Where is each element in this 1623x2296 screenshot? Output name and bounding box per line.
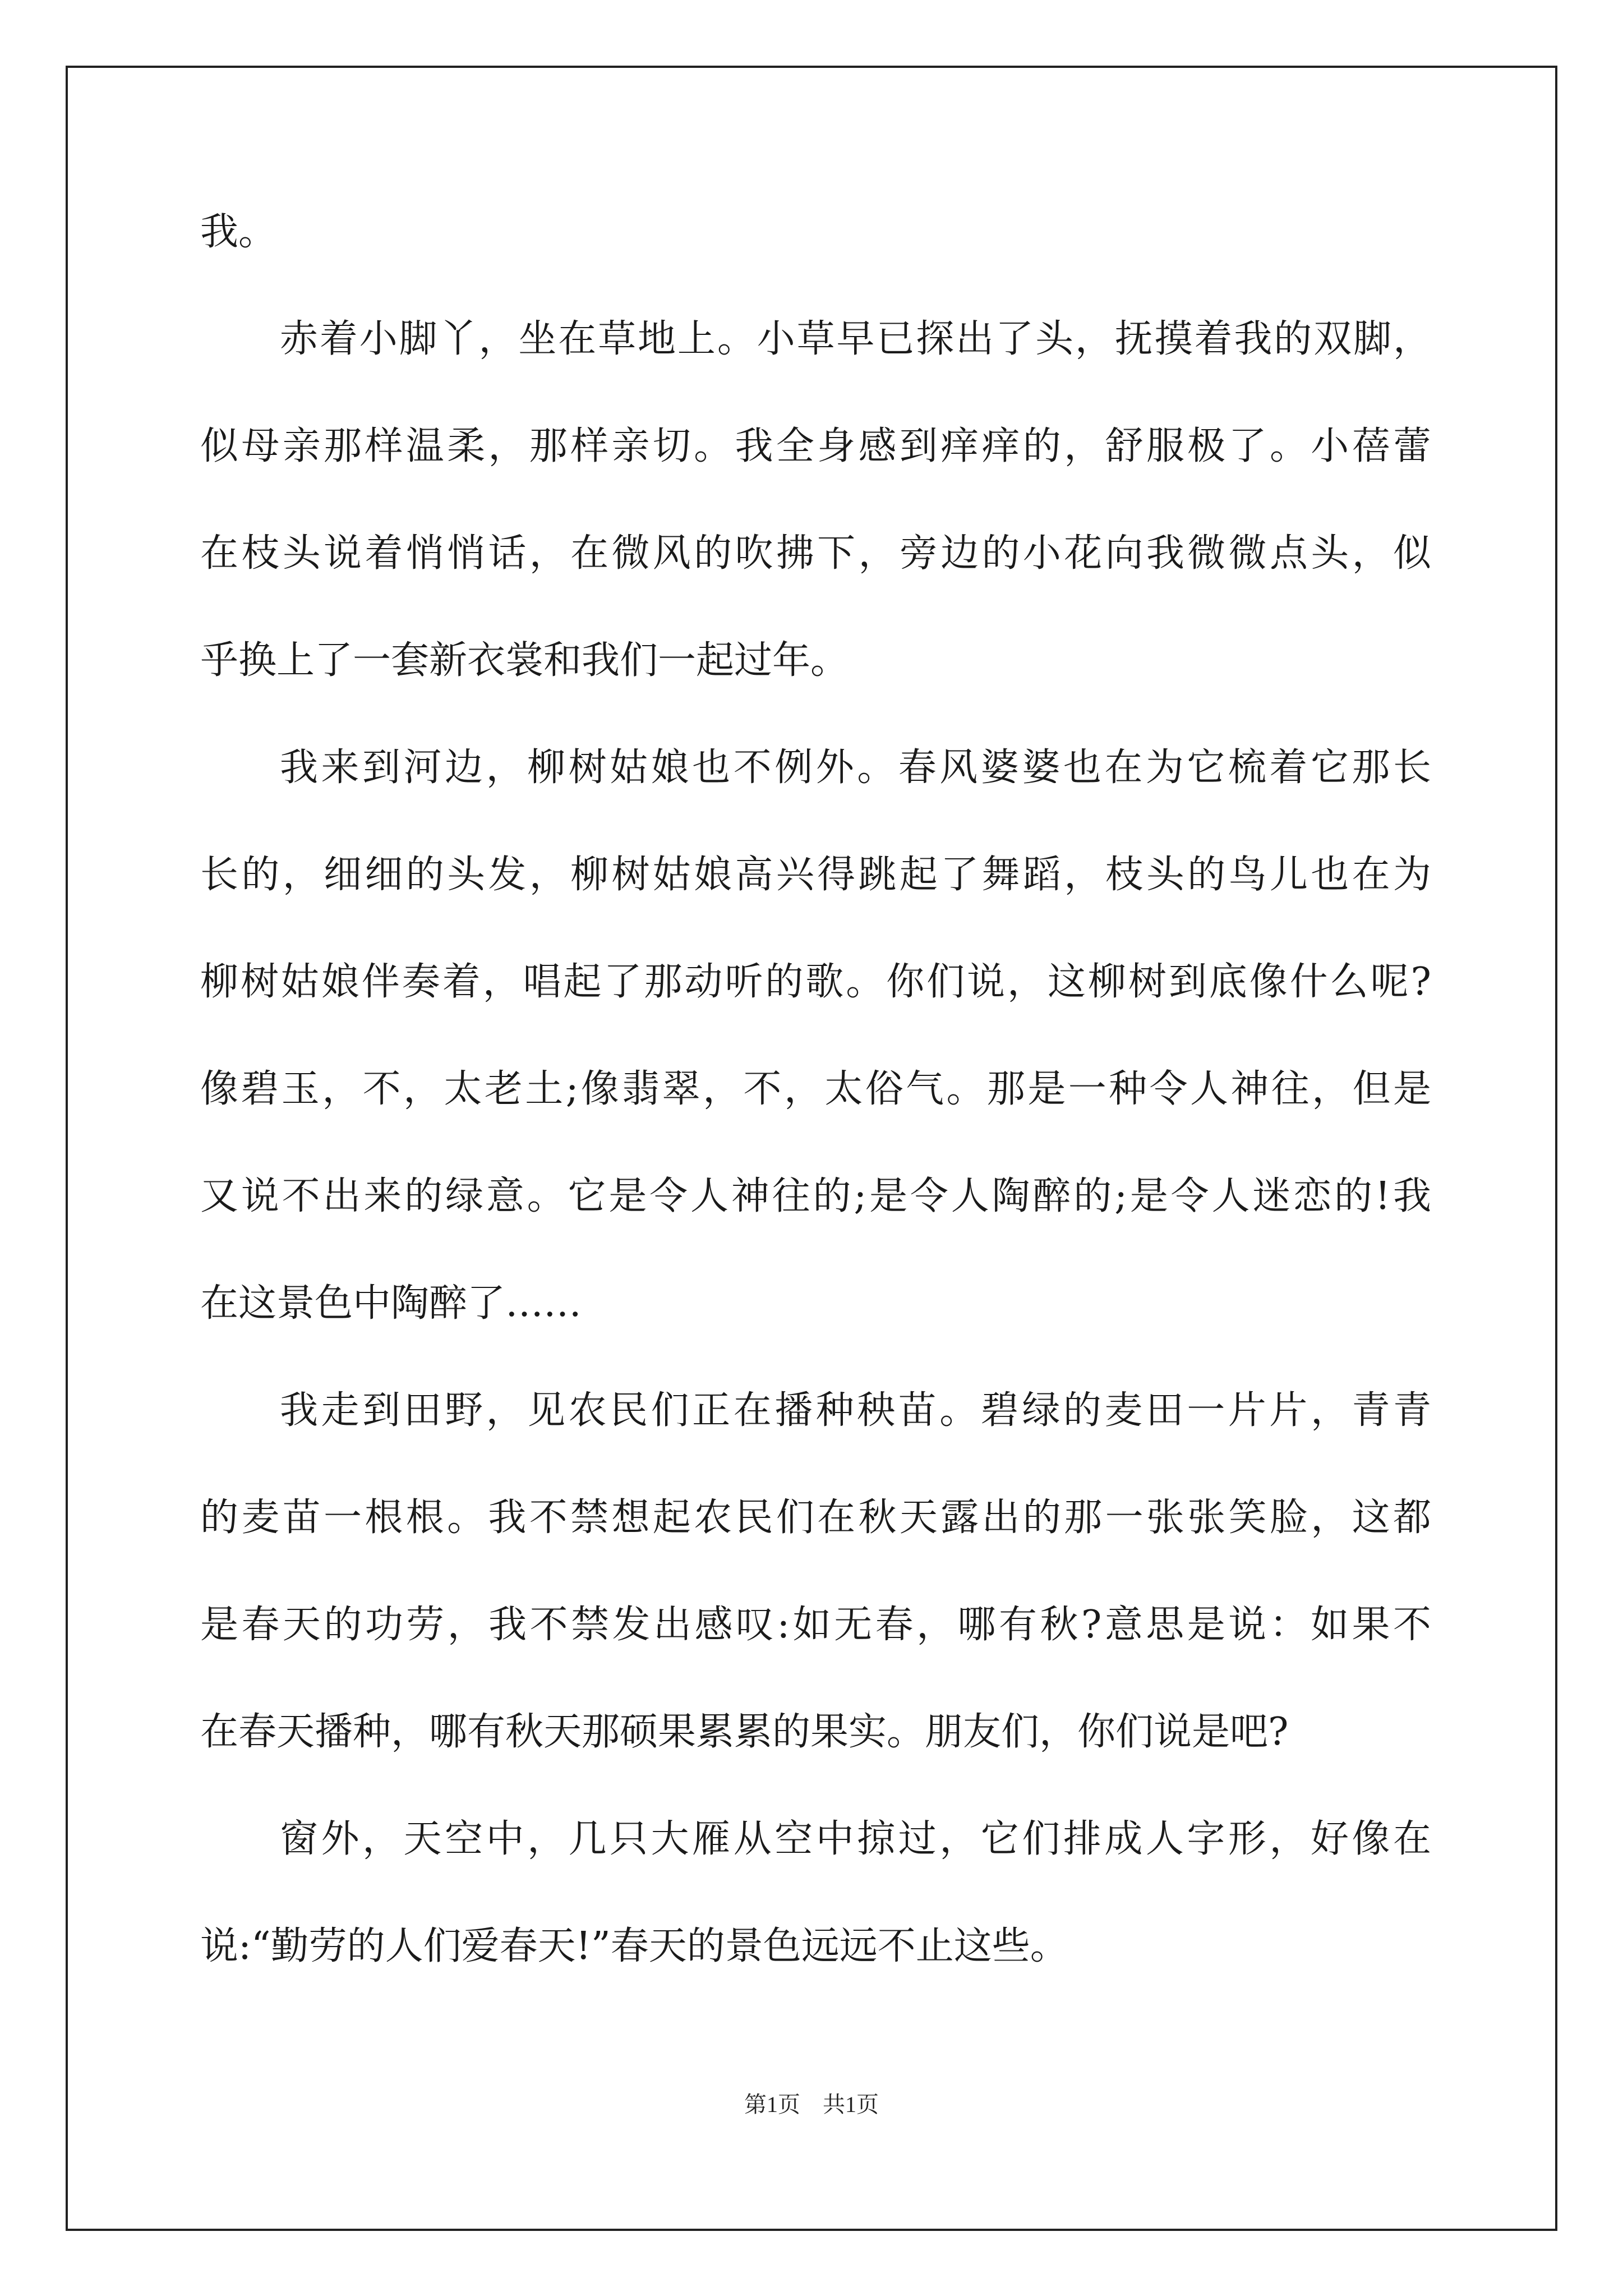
document-body — [200, 210, 1431, 2035]
paragraph — [200, 210, 1431, 320]
text-line: 乎换上了一套新衣裳和我们一起过年。 — [200, 638, 849, 683]
text-line: 我走到田野，见农民们正在播种秧苗。碧绿的麦田一片片，青青 — [280, 1388, 1431, 1433]
text-line: 我来到河边，柳树姑娘也不例外。春风婆婆也在为它梳着它那长 — [280, 746, 1431, 790]
paragraph — [200, 746, 1431, 1392]
paragraph — [200, 317, 1431, 749]
text-line: 又说不出来的绿意。它是令人神往的;是令人陶醉的;是令人迷恋的!我 — [200, 1174, 1431, 1218]
text-line: 是春天的功劳，我不禁发出感叹:如无春，哪有秋?意思是说：如果不 — [200, 1603, 1431, 1647]
text-line: 在枝头说着悄悄话，在微风的吹拂下，旁边的小花向我微微点头，似 — [200, 531, 1431, 576]
text-line: 似母亲那样温柔，那样亲切。我全身感到痒痒的，舒服极了。小蓓蕾 — [200, 424, 1431, 468]
text-line: 赤着小脚丫，坐在草地上。小草早已探出了头，抚摸着我的双脚， — [280, 317, 1431, 361]
text-line: 在这景色中陶醉了…… — [200, 1281, 582, 1326]
text-line: 柳树姑娘伴奏着，唱起了那动听的歌。你们说，这柳树到底像什么呢? — [200, 960, 1431, 1004]
text-line: 像碧玉，不，太老土;像翡翠，不，太俗气。那是一种令人神往，但是 — [200, 1067, 1431, 1111]
text-line: 的麦苗一根根。我不禁想起农民们在秋天露出的那一张张笑脸，这都 — [200, 1496, 1431, 1540]
text-line: 在春天播种，哪有秋天那硕果累累的果实。朋友们，你们说是吧? — [200, 1710, 1289, 1754]
text-line: 长的，细细的头发，柳树姑娘高兴得跳起了舞蹈，枝头的鸟儿也在为 — [200, 853, 1431, 897]
page-number-footer: 第1页 共1页 — [744, 2092, 879, 2117]
paragraph — [200, 1817, 1431, 2035]
paragraph — [200, 1388, 1431, 1820]
text-line: 我。 — [200, 210, 277, 254]
text-line: 说:“勤劳的人们爱春天!”春天的景色远远不止这些。 — [200, 1924, 1068, 1968]
text-line: 窗外，天空中，几只大雁从空中掠过，它们排成人字形，好像在 — [280, 1817, 1431, 1861]
